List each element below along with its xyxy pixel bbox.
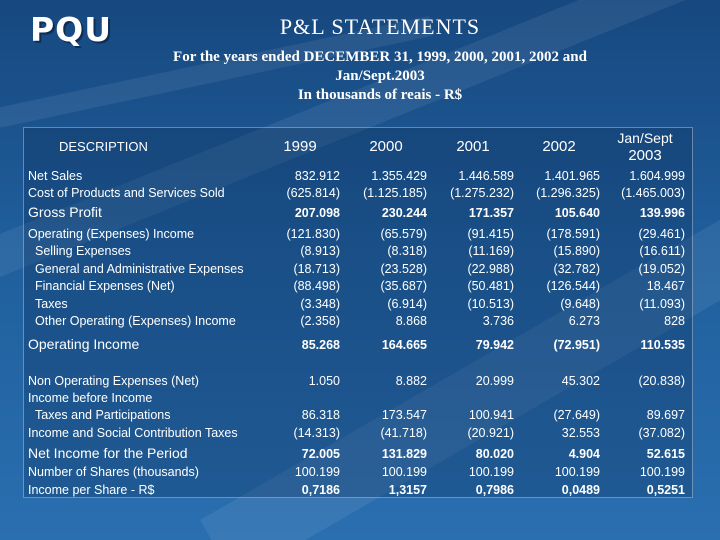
cell-financial-expenses-col-2: (35.687) xyxy=(380,279,427,293)
cell-selling-expenses-col-3: (11.169) xyxy=(468,244,514,258)
cell-operating-expenses-col-4: (178.591) xyxy=(546,227,600,241)
subtitle-line-2: Jan/Sept.2003 xyxy=(335,68,425,84)
cell-income-social-contribution-col-2: (41.718) xyxy=(380,426,427,440)
cell-financial-expenses-col-1: (88.498) xyxy=(293,279,340,293)
row-label-financial-expenses: Financial Expenses (Net) xyxy=(35,279,175,293)
cell-general-admin-expenses-col-3: (22.988) xyxy=(467,262,514,276)
cell-other-operating-col-2: 8.868 xyxy=(395,314,427,328)
cell-financial-expenses-col-5: 18.467 xyxy=(646,279,685,293)
row-label-selling-expenses: Selling Expenses xyxy=(35,244,131,258)
cell-taxes-col-3: (10.513) xyxy=(467,297,514,311)
header-2002: 2002 xyxy=(542,138,576,155)
row-label-net-sales: Net Sales xyxy=(28,169,83,183)
cell-selling-expenses-col-1: (8.913) xyxy=(300,244,340,258)
row-label-income-per-share: Income per Share - R$ xyxy=(28,483,155,497)
cell-net-income-col-3: 80.020 xyxy=(475,447,514,461)
cell-general-admin-expenses-col-5: (19.052) xyxy=(638,262,685,276)
cell-cost-of-products-col-2: (1.125.185) xyxy=(363,186,427,200)
cell-net-sales-col-1: 832.912 xyxy=(294,169,340,183)
cell-gross-profit-col-2: 230.244 xyxy=(381,206,427,220)
cell-taxes-and-participations-col-4: (27.649) xyxy=(553,408,600,422)
cell-general-admin-expenses-col-1: (18.713) xyxy=(293,262,340,276)
cell-other-operating-col-4: 6.273 xyxy=(568,314,600,328)
company-logo: PQU xyxy=(30,10,113,49)
cell-general-admin-expenses-col-4: (32.782) xyxy=(553,262,600,276)
cell-income-per-share-col-5: 0,5251 xyxy=(646,483,685,497)
row-label-non-operating-expenses: Non Operating Expenses (Net) xyxy=(28,374,199,388)
cell-gross-profit-col-1: 207.098 xyxy=(294,206,340,220)
row-label-operating-income: Operating Income xyxy=(28,336,140,352)
cell-income-per-share-col-2: 1,3157 xyxy=(388,483,427,497)
cell-cost-of-products-col-5: (1.465.003) xyxy=(621,186,685,200)
cell-income-social-contribution-col-1: (14.313) xyxy=(293,426,340,440)
cell-net-income-col-2: 131.829 xyxy=(381,447,427,461)
row-label-income-social-contribution: Income and Social Contribution Taxes xyxy=(28,426,238,440)
cell-non-operating-expenses-col-2: 8.882 xyxy=(395,374,427,388)
cell-other-operating-col-3: 3.736 xyxy=(482,314,514,328)
header-2001: 2001 xyxy=(456,138,490,155)
cell-selling-expenses-col-5: (16.611) xyxy=(639,244,685,258)
cell-general-admin-expenses-col-2: (23.528) xyxy=(380,262,427,276)
cell-taxes-col-4: (9.648) xyxy=(560,297,600,311)
cell-number-of-shares-col-5: 100.199 xyxy=(639,465,685,479)
header-2003-line-1: Jan/Sept xyxy=(617,130,673,146)
cell-operating-income-col-3: 79.942 xyxy=(475,338,514,352)
page-title: P&L STATEMENTS xyxy=(279,14,481,39)
row-label-taxes-and-participations: Taxes and Participations xyxy=(35,408,171,422)
cell-gross-profit-col-4: 105.640 xyxy=(554,206,600,220)
cell-income-social-contribution-col-3: (20.921) xyxy=(467,426,514,440)
cell-operating-income-col-1: 85.268 xyxy=(301,338,340,352)
cell-net-sales-col-3: 1.446.589 xyxy=(458,169,514,183)
cell-net-sales-col-5: 1.604.999 xyxy=(629,169,685,183)
cell-number-of-shares-col-3: 100.199 xyxy=(468,465,514,479)
row-label-operating-expenses: Operating (Expenses) Income xyxy=(28,227,195,241)
cell-operating-expenses-col-2: (65.579) xyxy=(380,227,427,241)
cell-gross-profit-col-5: 139.996 xyxy=(639,206,685,220)
cell-other-operating-col-1: (2.358) xyxy=(300,314,340,328)
cell-net-income-col-1: 72.005 xyxy=(301,447,340,461)
cell-cost-of-products-col-3: (1.275.232) xyxy=(450,186,514,200)
cell-number-of-shares-col-2: 100.199 xyxy=(381,465,427,479)
cell-non-operating-expenses-col-4: 45.302 xyxy=(561,374,600,388)
row-label-other-operating: Other Operating (Expenses) Income xyxy=(35,314,236,328)
cell-operating-expenses-col-5: (29.461) xyxy=(638,227,685,241)
header-description: DESCRIPTION xyxy=(59,139,148,154)
cell-income-per-share-col-4: 0,0489 xyxy=(561,483,600,497)
cell-net-sales-col-4: 1.401.965 xyxy=(544,169,600,183)
cell-number-of-shares-col-1: 100.199 xyxy=(294,465,340,479)
cell-non-operating-expenses-col-3: 20.999 xyxy=(475,374,514,388)
subtitle-line-1: For the years ended DECEMBER 31, 1999, 2000, 2001, 2002 and xyxy=(173,49,587,65)
row-label-taxes: Taxes xyxy=(35,297,68,311)
cell-operating-expenses-col-3: (91.415) xyxy=(467,227,514,241)
cell-income-per-share-col-3: 0,7986 xyxy=(475,483,514,497)
cell-operating-income-col-5: 110.535 xyxy=(640,338,685,352)
header-1999: 1999 xyxy=(283,138,317,155)
cell-operating-income-col-4: (72.951) xyxy=(553,338,600,352)
cell-cost-of-products-col-1: (625.814) xyxy=(286,186,340,200)
row-label-general-admin-expenses: General and Administrative Expenses xyxy=(35,262,244,276)
cell-operating-income-col-2: 164.665 xyxy=(381,338,427,352)
row-label-number-of-shares: Number of Shares (thousands) xyxy=(28,465,199,479)
cell-financial-expenses-col-3: (50.481) xyxy=(467,279,514,293)
row-label-net-income: Net Income for the Period xyxy=(28,445,188,461)
cell-taxes-col-2: (6.914) xyxy=(387,297,427,311)
cell-taxes-and-participations-col-1: 86.318 xyxy=(301,408,340,422)
cell-operating-expenses-col-1: (121.830) xyxy=(286,227,340,241)
header-2003-line-2: 2003 xyxy=(628,147,662,164)
cell-taxes-and-participations-col-3: 100.941 xyxy=(468,408,514,422)
cell-net-income-col-5: 52.615 xyxy=(646,447,685,461)
subtitle-line-3: In thousands of reais - R$ xyxy=(297,87,463,103)
cell-cost-of-products-col-4: (1.296.325) xyxy=(536,186,600,200)
cell-taxes-and-participations-col-2: 173.547 xyxy=(381,408,427,422)
cell-taxes-and-participations-col-5: 89.697 xyxy=(646,408,685,422)
cell-net-sales-col-2: 1.355.429 xyxy=(371,169,427,183)
cell-financial-expenses-col-4: (126.544) xyxy=(546,279,600,293)
cell-income-per-share-col-1: 0,7186 xyxy=(301,483,340,497)
cell-non-operating-expenses-col-5: (20.838) xyxy=(638,374,685,388)
cell-taxes-col-5: (11.093) xyxy=(639,297,685,311)
row-label-gross-profit: Gross Profit xyxy=(28,204,102,220)
cell-selling-expenses-col-4: (15.890) xyxy=(553,244,600,258)
cell-selling-expenses-col-2: (8.318) xyxy=(387,244,427,258)
cell-non-operating-expenses-col-1: 1.050 xyxy=(308,374,340,388)
cell-income-social-contribution-col-5: (37.082) xyxy=(638,426,685,440)
cell-net-income-col-4: 4.904 xyxy=(568,447,600,461)
row-label-income-before-income: Income before Income xyxy=(28,391,153,405)
cell-taxes-col-1: (3.348) xyxy=(300,297,340,311)
cell-number-of-shares-col-4: 100.199 xyxy=(554,465,600,479)
cell-income-social-contribution-col-4: 32.553 xyxy=(561,426,600,440)
cell-gross-profit-col-3: 171.357 xyxy=(468,206,514,220)
page-subtitle xyxy=(110,48,650,105)
row-label-cost-of-products: Cost of Products and Services Sold xyxy=(28,186,225,200)
header-2000: 2000 xyxy=(369,138,403,155)
cell-other-operating-col-5: 828 xyxy=(664,314,685,328)
